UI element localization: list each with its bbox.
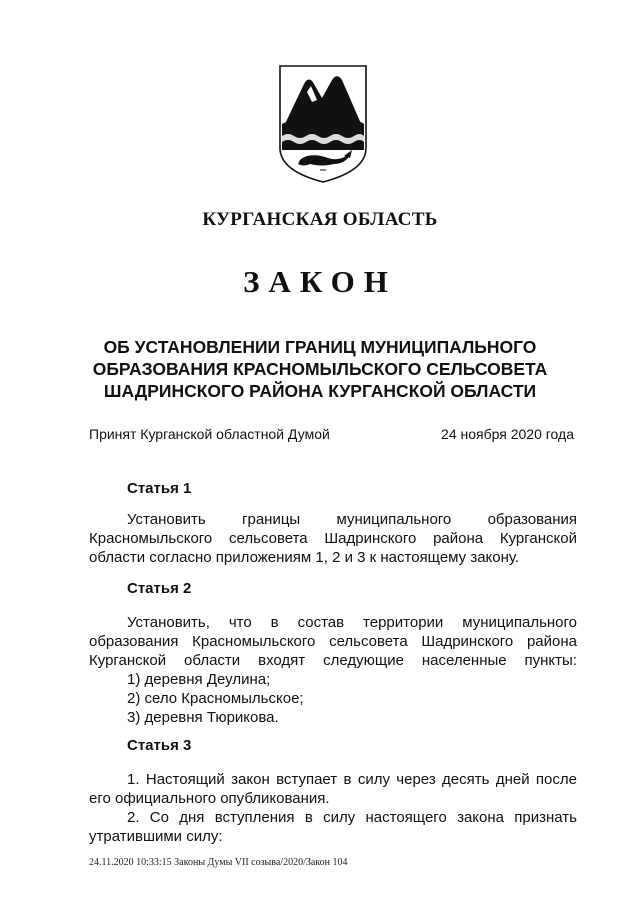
article-3-heading: Статья 3 [127, 737, 192, 754]
article-3-body [89, 770, 577, 846]
coat-of-arms-icon [276, 62, 370, 184]
settlement-item: 1) деревня Деулина; [127, 671, 271, 688]
article-3-line: 1. Настоящий закон вступает в силу через десять дней после [127, 771, 577, 788]
article-1-line: Установить границы муниципального образования [127, 511, 577, 528]
law-title-line: ШАДРИНСКОГО РАЙОНА КУРГАНСКОЙ ОБЛАСТИ [103, 381, 537, 401]
article-2-line: Курганской области входят следующие населенные пункты: [89, 652, 577, 669]
article-1-line: Красномыльского сельсовета Шадринского района Курганской [89, 530, 577, 547]
region-title: КУРГАНСКАЯ ОБЛАСТЬ [202, 209, 438, 230]
footer-stamp: 24.11.2020 10:33:15 Законы Думы VII созыва/2020/Закон 104 [89, 857, 348, 868]
adoption-date: 24 ноября 2020 года [441, 426, 574, 442]
article-1-heading: Статья 1 [127, 480, 192, 497]
article-1-line: области согласно приложениям 1, 2 и 3 к настоящему закону. [89, 549, 520, 566]
article-1-body [89, 510, 577, 567]
article-2-line: образования Красномыльского сельсовета Шадринского района [89, 633, 577, 650]
law-title-line: ОБ УСТАНОВЛЕНИИ ГРАНИЦ МУНИЦИПАЛЬНОГО [103, 337, 537, 357]
settlement-item: 3) деревня Тюрикова. [127, 709, 279, 726]
settlement-item: 2) село Красномыльское; [127, 690, 304, 707]
document-type: ЗАКОН [243, 264, 397, 299]
article-3-line: утратившими силу: [89, 828, 223, 845]
law-title [60, 336, 580, 402]
article-3-line: его официального опубликования. [89, 790, 330, 807]
article-3-line: 2. Со дня вступления в силу настоящего закона признать [127, 809, 577, 826]
article-2-body [89, 613, 577, 727]
adopted-by: Принят Курганской областной Думой [89, 426, 330, 442]
article-2-heading: Статья 2 [127, 580, 192, 597]
law-title-line: ОБРАЗОВАНИЯ КРАСНОМЫЛЬСКОГО СЕЛЬСОВЕТА [92, 359, 548, 379]
article-2-line: Установить, что в состав территории муниципального [127, 614, 577, 631]
